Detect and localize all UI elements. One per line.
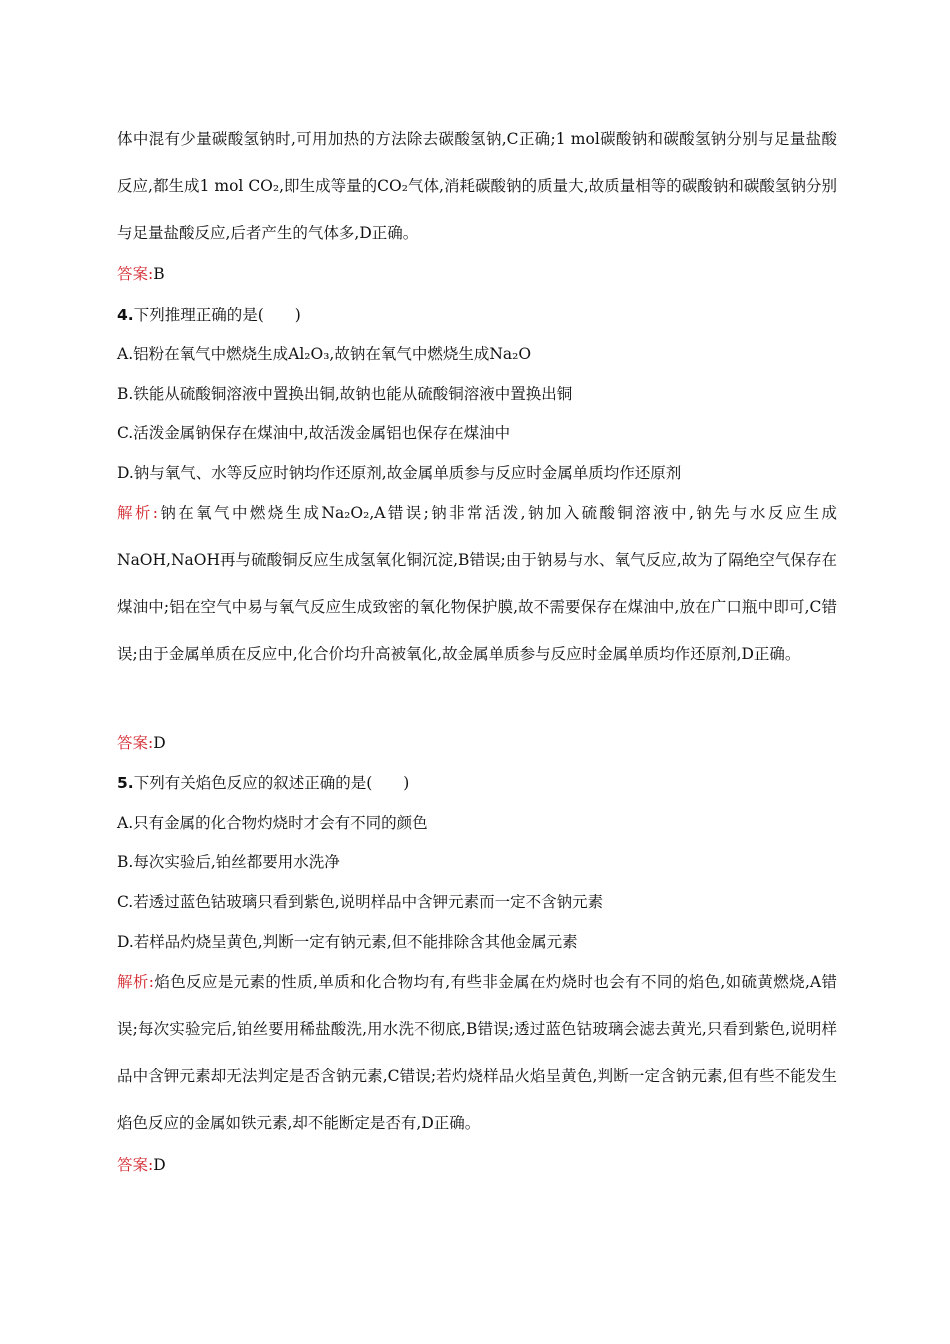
question-number: 4. — [117, 306, 134, 324]
q4-option-a: A.铝粉在氧气中燃烧生成Al₂O₃,故钠在氧气中燃烧生成Na₂O — [117, 345, 532, 363]
answer-value: B — [153, 265, 165, 283]
explanation-text: 钠在氧气中燃烧生成Na₂O₂,A错误;钠非常活泼,钠加入硫酸铜溶液中,钠先与水反应生成NaOH,NaOH再与硫酸铜反应生成氢氧化铜沉淀,B错误;由于钠易与水、氧气反应,故为了隔绝空气保存在煤油中;铝在空气中易与氧气反应生成致密的氧化物保护膜,故不需要保存在煤油中,放在广口瓶中即可,C错误;由于金属单质在反应中,化合价均升高被氧化,故金属单质参与反应时金属单质均作还原剂,D正确。 — [117, 504, 837, 663]
q3-answer — [117, 261, 837, 287]
q5-option-a: A.只有金属的化合物灼烧时才会有不同的颜色 — [117, 814, 428, 832]
question-stem: 下列有关焰色反应的叙述正确的是( ) — [133, 774, 410, 792]
q4-answer — [117, 730, 837, 756]
q5-option-b: B.每次实验后,铂丝都要用水洗净 — [117, 853, 340, 871]
explanation-label: 解析: — [117, 973, 154, 991]
q5-explanation — [117, 959, 837, 1147]
q4-stem — [117, 302, 837, 328]
question-number: 5. — [117, 774, 134, 792]
q3-explanation-continued — [117, 116, 837, 257]
answer-label: 答案: — [117, 1156, 154, 1174]
q4-option-c: C.活泼金属钠保存在煤油中,故活泼金属铝也保存在煤油中 — [117, 424, 511, 442]
explanation-text: 焰色反应是元素的性质,单质和化合物均有,有些非金属在灼烧时也会有不同的焰色,如硫黄燃烧,A错误;每次实验完后,铂丝要用稀盐酸洗,用水洗不彻底,B错误;透过蓝色钴玻璃会滤去黄光,只看到紫色,说明样品中含钾元素却无法判定是否含钠元素,C错误;若灼烧样品火焰呈黄色,判断一定含钠元素,但有些不能发生焰色反应的金属如铁元素,却不能断定是否有,D正确。 — [117, 973, 837, 1132]
explanation-text: 体中混有少量碳酸氢钠时,可用加热的方法除去碳酸氢钠,C正确;1 mol碳酸钠和碳酸氢钠分别与足量盐酸反应,都生成1 mol CO₂,即生成等量的CO₂气体,消耗碳酸钠的质量大,故质量相等的碳酸钠和碳酸氢钠分别与足量盐酸反应,后者产生的气体多,D正确。 — [117, 130, 837, 242]
answer-label: 答案: — [117, 265, 154, 283]
answer-label: 答案: — [117, 734, 154, 752]
q4-option-b: B.铁能从硫酸铜溶液中置换出铜,故钠也能从硫酸铜溶液中置换出铜 — [117, 385, 573, 403]
answer-value: D — [153, 734, 166, 752]
q4-explanation — [117, 490, 837, 678]
q4-option-d: D.钠与氧气、水等反应时钠均作还原剂,故金属单质参与反应时金属单质均作还原剂 — [117, 464, 682, 482]
q5-stem — [117, 770, 837, 796]
question-stem: 下列推理正确的是( ) — [133, 306, 301, 324]
q5-answer — [117, 1152, 837, 1178]
q5-option-c: C.若透过蓝色钴玻璃只看到紫色,说明样品中含钾元素而一定不含钠元素 — [117, 893, 604, 911]
answer-value: D — [153, 1156, 166, 1174]
q5-option-d: D.若样品灼烧呈黄色,判断一定有钠元素,但不能排除含其他金属元素 — [117, 933, 578, 951]
explanation-label: 解析: — [117, 504, 158, 522]
